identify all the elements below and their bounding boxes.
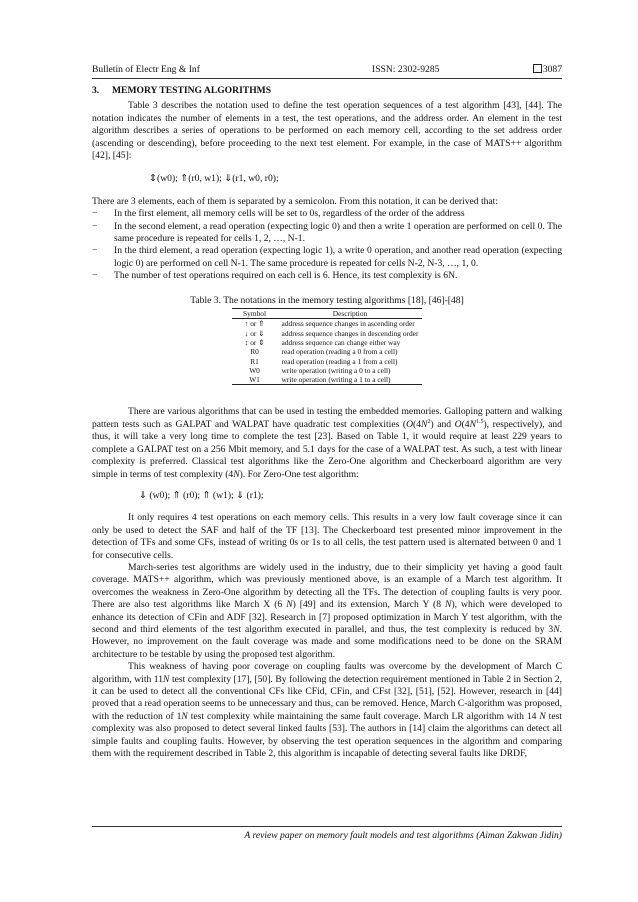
list-item: − In the third element, a read operation (expecting logic 1), a write 0 operation, and another read operation (expecting logic 0) are performed on cell N-1. The same procedure is repeated for cells N-2, N-3, …, 1, 0. (92, 245, 562, 269)
algorithms-paragraph: There are various algorithms that can be used in testing the embedded memories. Galloping pattern and walking pattern tests such as GALPAT and WALPAT have quadratic test complexities ($O(4N^2)$ and $O(4N^{1.5})$, respectively), and thus, it will take a very long time to complete the test [23]. Based on Table 1, it would require at least 229 years to complete a GALPAT test on a 256 Mbit memory, and 5.1 days for the case of a WALPAT test. As such, a test with linear complexity is preferred. Classical test algorithms like the Zero-One algorithm and Checkerboard algorithm are very simple in terms of test complexity (4N). For Zero-One test algorithm: (92, 406, 563, 480)
journal-name: Bulletin of Electr Eng & Inf (92, 64, 200, 75)
table-cell: address sequence changes in ascending order (281, 319, 415, 329)
after-formula-paragraph: There are 3 elements, each of them is separated by a semicolon. From this notation, it can be derived that: (92, 195, 499, 207)
table-cell: R0 (250, 347, 259, 357)
march-c-paragraph: This weakness of having poor coverage on coupling faults was overcome by the development of March C algorithm, with 11N test complexity [17], [50]. By following the detection requirement mentioned in Table 2 in Section 2, it can be used to detect all the conventional CFs like CFid, CFin, and CFst [32], [51], [52]. However, research in [44] proved that a read operation seems to be unnecessary and thus, can be removed. Hence, March C-algorithm was proposed, with the reduction of 1N test complexity while maintaining the same fault coverage. March LR algorithm with 14 N test complexity was also proposed to detect several linked faults [53]. The authors in [14] claim the algorithms can detect all simple faults and coupling faults. However, by observing the test operation sequences in the algorithm and comparing them with the requirement described in Table 2, this algorithm is incapable of detecting several faults like DRDF, (92, 661, 562, 760)
table-cell: write operation (writing a 1 to a cell) (278, 375, 423, 385)
body-text (92, 85, 562, 760)
section-number: 3. (92, 85, 100, 96)
table-cell: address sequence can change either way (281, 337, 401, 347)
table-row (232, 329, 423, 338)
table-cell: read operation (reading a 1 from a cell) (281, 356, 398, 366)
list-item: − In the second element, a read operation (expecting logic 0) and then a write 1 operation are performed on cell 0. The same procedure is repeated for cells 1, 2, …, N-1. (92, 220, 562, 245)
table-row (232, 375, 423, 385)
table-row (232, 357, 423, 366)
mats-formula: ⇕(w0); ⇑(r0, w1); ⇓(r1, w0, r0); (149, 173, 279, 185)
section-title: MEMORY TESTING ALGORITHMS (112, 85, 272, 96)
zero-one-formula: ⇓ (w0); ⇑ (r0); ⇑ (w1); ⇓ (r1); (139, 489, 264, 501)
dash-icon: − (92, 270, 98, 282)
table-cell: W1 (232, 375, 278, 385)
table-cell: write operation (writing a 0 to a cell) (281, 365, 391, 375)
dash-icon: − (92, 220, 98, 232)
column-header: Description (278, 309, 423, 319)
table-row (232, 319, 423, 329)
table-cell: address sequence changes in descending order (281, 328, 419, 338)
page-box-icon (533, 64, 542, 73)
table-cell: R1 (250, 356, 259, 366)
column-header: Symbol (232, 309, 278, 319)
dash-icon: − (92, 208, 98, 220)
list-item: − In the first element, all memory cells will be set to 0s, regardless of the order of the address (92, 208, 465, 220)
issn: ISSN: 2302-9285 (372, 64, 440, 75)
table-cell: ↕ or ⇕ (244, 337, 265, 347)
spacer (92, 385, 562, 406)
table-cell: ↓ or ⇓ (244, 328, 265, 338)
section-heading (92, 85, 562, 97)
table-row (232, 366, 423, 375)
table-header-row (232, 309, 423, 319)
page-number: 3087 (542, 64, 562, 75)
running-header (92, 62, 562, 79)
list-item: − The number of test operations required on each cell is 6. Hence, its test complexity is 6N. (92, 270, 458, 282)
table3-caption: Table 3. The notations in the memory testing algorithms [18], [46]-[48] (190, 294, 464, 306)
march-series-paragraph: March-series test algorithms are widely used in the industry, due to their simplicity yet having a good fault coverage. MATS++ algorithm, which was previously mentioned above, is an example of a March test algorithm. It overcomes the weakness in Zero-One algorithm by detecting all the TFs. The detection of coupling faults is very poor. There are also test algorithms like March X (6 N) [49] and its extension, March Y (8 N), which were developed to enhance its detection of CFin and ADF [32]. Research in [7] proposed optimization in March Y test algorithm, with the second and third elements of the test algorithm executed in parallel, and thus, the test complexity is reduced by 3N. However, no improvement on the fault coverage was made and some modifications need to be done on the SRAM architecture to be testable by using the proposed test algorithm. (92, 561, 562, 660)
table-row (232, 347, 423, 356)
table-cell: W0 (249, 365, 260, 375)
dash-icon: − (92, 245, 98, 257)
table-row (232, 338, 423, 347)
zero-one-paragraph: It only requires 4 test operations on each memory cells. This results in a very low fault coverage since it can only be used to detect the SAF and half of the TF [13]. The Checkerboard test presented minor improvement in the detection of TFs and some CFs, instead of writing 0s or 1s to all cells, the test pattern used is alternated between 0 and 1 for consecutive cells. (92, 512, 562, 561)
intro-paragraph: Table 3 describes the notation used to define the test operation sequences of a test algorithm [43], [44]. The notation indicates the number of elements in a test, the test operations, and the address order. An element in the test algorithm describes a series of operations to be performed on each memory cell, according to the set address order (ascending or descending), before proceeding to the next test element. For example, in the case of MATS++ algorithm [42], [45]: (92, 100, 562, 162)
table-cell: read operation (reading a 0 from a cell) (281, 347, 398, 357)
table3 (232, 308, 423, 385)
running-footer: A review paper on memory fault models and test algorithms (Aiman Zakwan Jidin) (92, 826, 562, 841)
table-cell: ↑ or ⇑ (244, 319, 265, 329)
derivation-list (92, 208, 562, 282)
page-number-group (533, 64, 562, 75)
